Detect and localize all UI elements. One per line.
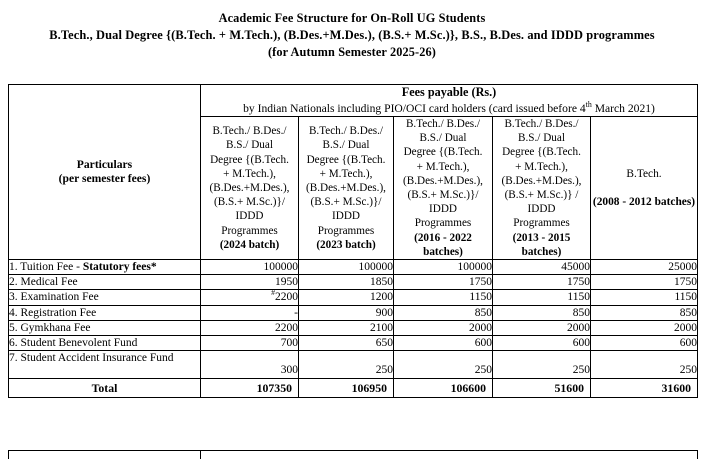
- next-table-partial-row: [9, 451, 698, 459]
- col-2013-l1: B.S./ Dual: [518, 132, 565, 145]
- col-2024-l1: B.S./ Dual: [226, 139, 273, 152]
- cell-examination-2016-2022: 1150: [394, 290, 493, 305]
- col-2024-l3: + M.Tech.),: [223, 167, 276, 180]
- cell-gymkhana-2013-2015: 2000: [493, 320, 591, 335]
- table-row: [9, 260, 698, 275]
- table-row: [9, 275, 698, 290]
- row-label-student-benevolent-fund: [9, 336, 201, 351]
- col-2013-l4: (B.Des.+M.Des.),: [501, 174, 582, 187]
- document-title-block: [0, 0, 704, 61]
- row-7-label: Student Accident Insurance Fund: [20, 352, 174, 365]
- fees-payable-subtitle-superscript: th: [585, 100, 592, 110]
- col-2016-l6: IDDD: [429, 203, 457, 216]
- cell-examination-2024-value: 2200: [275, 291, 298, 304]
- col-2024-l2: Degree {(B.Tech.: [210, 153, 289, 166]
- page-subtitle-semester: (for Autumn Semester 2025-26): [267, 45, 437, 59]
- col-2024-l6: IDDD: [235, 210, 264, 223]
- col-2024-batch-label: (2024 batch): [219, 238, 280, 251]
- col-2023-l6: IDDD: [332, 210, 360, 223]
- row-label-tuition-fee: [9, 260, 201, 275]
- cell-accident-2024: 300: [201, 351, 299, 379]
- fees-payable-banner: [201, 85, 698, 117]
- row-2-number: 2.: [9, 276, 18, 289]
- row-1-label-bold: Statutory fees*: [82, 261, 157, 274]
- col-2016-l5: (B.S.+ M.Sc.)}/: [407, 189, 479, 202]
- table-row: [9, 336, 698, 351]
- col-2023-l1: B.S./ Dual: [322, 139, 370, 152]
- cell-accident-2013-2015: 250: [493, 351, 591, 379]
- column-header-batch-2016-2022: [394, 117, 493, 260]
- cell-tuition-2024: 100000: [201, 260, 299, 275]
- col-2024-l0: B.Tech./ B.Des./: [212, 125, 287, 138]
- column-header-batch-2024: [201, 117, 299, 260]
- row-label-examination-fee: [9, 290, 201, 305]
- row-4-label: Registration Fee: [20, 306, 97, 319]
- cell-tuition-2023: 100000: [299, 260, 394, 275]
- col-2013-l3: + M.Tech.),: [515, 160, 568, 173]
- col-2016-l7: Programmes: [414, 217, 472, 230]
- cell-tuition-2016-2022: 100000: [394, 260, 493, 275]
- table-row: [9, 351, 698, 379]
- fees-payable-title: Fees payable (Rs.): [401, 85, 497, 99]
- col-2016-l2: Degree {(B.Tech.: [403, 146, 483, 159]
- table-row: [9, 290, 698, 305]
- row-6-label: Student Benevolent Fund: [20, 337, 138, 350]
- col-2013-l5: (B.S.+ M.Sc.)} /: [504, 189, 579, 202]
- col-2016-l1: B.S./ Dual: [419, 132, 467, 145]
- cell-examination-2024: [201, 290, 299, 305]
- row-label-medical-fee: [9, 275, 201, 290]
- cell-total-2023: 106950: [299, 379, 394, 398]
- col-2016-l3: + M.Tech.),: [416, 160, 470, 173]
- column-header-batch-2008-2012: [591, 117, 698, 260]
- row-label-gymkhana-fee: [9, 320, 201, 335]
- cell-medical-2016-2022: 1750: [394, 275, 493, 290]
- cell-medical-2023: 1850: [299, 275, 394, 290]
- cell-registration-2008-2012: 850: [591, 305, 698, 320]
- cell-examination-2013-2015: 1150: [493, 290, 591, 305]
- col-2024-l7: Programmes: [221, 224, 278, 237]
- col-2016-l4: (B.Des.+M.Des.),: [403, 174, 483, 187]
- cell-registration-2013-2015: 850: [493, 305, 591, 320]
- cell-benevolent-2023: 650: [299, 336, 394, 351]
- table-row: [9, 320, 698, 335]
- fee-table-container: [8, 84, 697, 398]
- row-2-label: Medical Fee: [20, 276, 78, 289]
- row-1-label: Tuition Fee -: [20, 261, 83, 274]
- row-label-student-accident-insurance-fund: [9, 351, 201, 379]
- cell-accident-2016-2022: 250: [394, 351, 493, 379]
- academic-fee-table: [8, 84, 698, 398]
- col-2013-l0: B.Tech./ B.Des./: [504, 118, 579, 130]
- particulars-header-line2: (per semester fees): [58, 172, 151, 186]
- cell-benevolent-2016-2022: 600: [394, 336, 493, 351]
- total-label: Total: [9, 379, 201, 398]
- row-5-label: Gymkhana Fee: [20, 321, 91, 334]
- cell-gymkhana-2008-2012: 2000: [591, 320, 698, 335]
- cell-examination-2023: 1200: [299, 290, 394, 305]
- col-2023-l2: Degree {(B.Tech.: [306, 153, 386, 166]
- column-header-batch-2023: [299, 117, 394, 260]
- col-2023-l5: (B.S.+ M.Sc.)}/: [310, 196, 382, 209]
- col-2013-batch-label: (2013 - 2015 batches): [512, 231, 571, 258]
- cell-tuition-2013-2015: 45000: [493, 260, 591, 275]
- row-6-number: 6.: [9, 337, 18, 350]
- col-2023-l7: Programmes: [317, 224, 375, 237]
- cell-total-2016-2022: 106600: [394, 379, 493, 398]
- cell-tuition-2008-2012: 25000: [591, 260, 698, 275]
- col-2013-l6: IDDD: [527, 203, 556, 216]
- col-2013-l7: Programmes: [513, 217, 570, 230]
- col-2024-l4: (B.Des.+M.Des.),: [209, 181, 290, 194]
- col-2023-l3: + M.Tech.),: [319, 167, 373, 180]
- row-label-registration-fee: [9, 305, 201, 320]
- col-2023-l0: B.Tech./ B.Des./: [308, 125, 384, 138]
- cell-benevolent-2024: 700: [201, 336, 299, 351]
- col-2023-l4: (B.Des.+M.Des.),: [306, 181, 386, 194]
- col-2013-l2: Degree {(B.Tech.: [502, 146, 581, 159]
- cell-total-2024: 107350: [201, 379, 299, 398]
- examination-fee-footnote-marker: #: [271, 288, 275, 298]
- cell-benevolent-2013-2015: 600: [493, 336, 591, 351]
- particulars-header-line1: Particulars: [76, 158, 133, 172]
- fees-payable-subtitle: [201, 101, 697, 116]
- col-2024-l5: (B.S.+ M.Sc.)}/: [213, 196, 286, 209]
- row-1-number: 1.: [9, 261, 18, 274]
- fees-payable-subtitle-before: by Indian Nationals including PIO/OCI card holders (card issued before 4: [243, 102, 586, 115]
- table-total-row: [9, 379, 698, 398]
- col-2008-name: B.Tech.: [626, 168, 662, 181]
- row-3-number: 3.: [9, 291, 18, 304]
- cell-registration-2023: 900: [299, 305, 394, 320]
- next-table-partial-cell-right: [201, 451, 698, 459]
- particulars-header-cell: [9, 85, 201, 260]
- fees-payable-subtitle-after: March 2021): [591, 102, 655, 115]
- cell-gymkhana-2016-2022: 2000: [394, 320, 493, 335]
- cell-total-2008-2012: 31600: [591, 379, 698, 398]
- page-subtitle-programmes: B.Tech., Dual Degree {(B.Tech. + M.Tech.), (B.Des.+M.Des.), (B.S.+ M.Sc.)}, B.S., B.Des. and IDDD programmes: [49, 28, 655, 42]
- col-2016-batch-label: (2016 - 2022 batches): [414, 231, 472, 258]
- cell-medical-2013-2015: 1750: [493, 275, 591, 290]
- cell-benevolent-2008-2012: 600: [591, 336, 698, 351]
- cell-medical-2008-2012: 1750: [591, 275, 698, 290]
- cell-medical-2024: 1950: [201, 275, 299, 290]
- next-table-partial: [8, 450, 698, 459]
- cell-gymkhana-2023: 2100: [299, 320, 394, 335]
- cell-accident-2008-2012: 250: [591, 351, 698, 379]
- table-row: [9, 305, 698, 320]
- cell-accident-2023: 250: [299, 351, 394, 379]
- page-title: Academic Fee Structure for On-Roll UG Students: [218, 11, 486, 25]
- row-3-label: Examination Fee: [20, 291, 99, 304]
- row-5-number: 5.: [9, 321, 18, 334]
- cell-total-2013-2015: 51600: [493, 379, 591, 398]
- cell-registration-2016-2022: 850: [394, 305, 493, 320]
- column-header-batch-2013-2015: [493, 117, 591, 260]
- table-banner-row: [9, 85, 698, 117]
- col-2008-batch-label: (2008 - 2012 batches): [592, 196, 696, 209]
- fee-table-body: [9, 260, 698, 398]
- cell-registration-2024: -: [201, 305, 299, 320]
- next-table-partial-cell-left: [9, 451, 201, 459]
- col-2023-batch-label: (2023 batch): [316, 238, 376, 251]
- row-4-number: 4.: [9, 306, 18, 319]
- cell-examination-2008-2012: 1150: [591, 290, 698, 305]
- col-2016-l0: B.Tech./ B.Des./: [405, 118, 481, 130]
- cell-gymkhana-2024: 2200: [201, 320, 299, 335]
- row-7-number: 7.: [9, 352, 18, 365]
